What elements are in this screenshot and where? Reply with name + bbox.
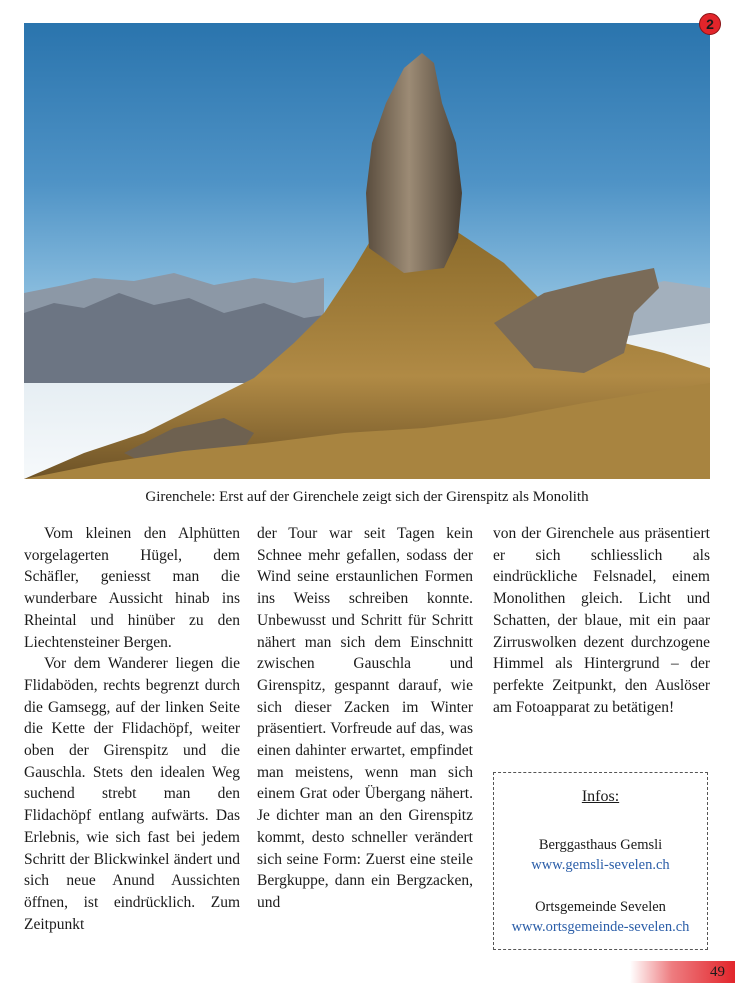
photo-caption: Girenchele: Erst auf der Girenchele zeigt sich der Girenspitz als Monolith	[145, 489, 589, 505]
paragraph: von der Girenchele aus präsentiert er sich schliesslich als eindrückliche Felsnadel, einem Monolithen gleich. Licht und Schatten, der blaue, mit ein paar Zirruswolken dezent durchzogene Himmel als Hintergrund – der perfekte Zeitpunkt, den Auslöser am Fotoapparat zu betätigen!	[493, 525, 710, 716]
text-column-1	[24, 523, 240, 935]
paragraph: der Tour war seit Tagen kein Schnee mehr gefallen, sodass der Wind seine erstaunlichen Formen ins Weiss schreiben konnte. Unbewusst und Schritt für Schritt nähert man sich dem Einschnitt zwischen Gauschla und Girenspitz, gespannt darauf, wie sich dieser Zacken im Winter präsentiert. Vorfreude auf das, was einen dahinter erwartet, empfindet man meistens, wenn man sich einem Grat oder Übergang nähert. Je dichter man an den Girenspitz kommt, desto schneller verändert sich seine Form: Zuerst eine steile Bergkuppe, dann ein Bergzacken, und	[257, 525, 473, 911]
text-column-3	[493, 523, 710, 718]
paragraph: Vor dem Wanderer liegen die Flidaböden, rechts begrenzt durch die Gamsegg, auf der linken Seite die Kette der Flidachöpf, weiter oben der Girenspitz und die Gauschla. Stets den idealen Weg suchend strebt man den Flidachöpf entlang aufwärts. Das Erlebnis, wie sich fast bei jedem Schritt der Blickwinkel ändert und sich neue Anund Aussichten öffnen, ist eindrücklich. Zum Zeitpunkt	[24, 655, 240, 933]
info-name: Ortsgemeinde Sevelen	[535, 899, 666, 915]
mountain-photo	[24, 23, 710, 479]
text-column-2	[257, 523, 473, 914]
info-box	[493, 772, 708, 950]
paragraph: Vom kleinen den Alphütten vorgelagerten Hügel, dem Schäfler, geniesst man die wunderbare Aussicht hinab ins Rheintal und hinüber zu den Liechtensteiner Bergen.	[24, 525, 240, 651]
chapter-badge: 2	[699, 13, 721, 35]
info-title: Infos:	[581, 788, 620, 805]
info-name: Berggasthaus Gemsli	[538, 837, 663, 853]
page-number-bar	[630, 961, 735, 983]
page-number: 49	[710, 964, 725, 980]
girenspitz-illustration	[24, 23, 710, 479]
info-link-gemsli[interactable]: www.gemsli-sevelen.ch	[531, 857, 670, 873]
info-link-ortsgemeinde[interactable]: www.ortsgemeinde-sevelen.ch	[511, 919, 690, 935]
